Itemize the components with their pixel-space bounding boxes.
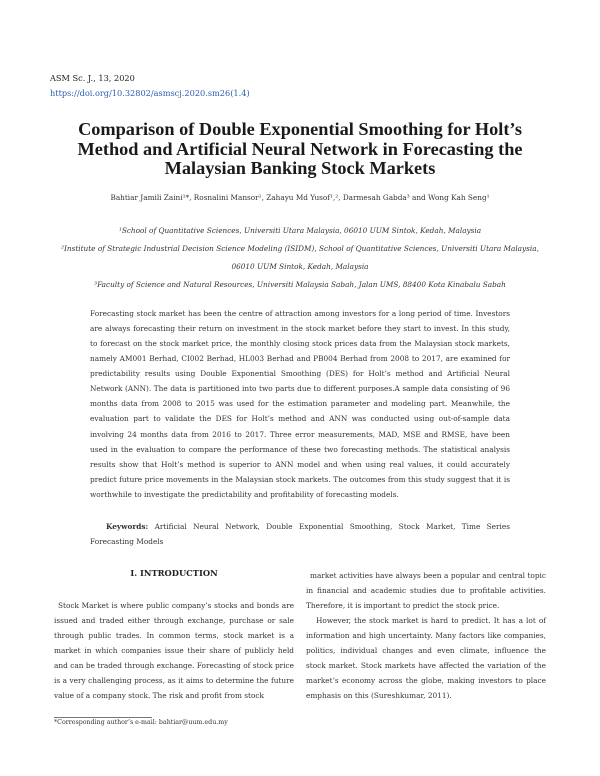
intro-paragraph-right-1: market activities have always been a popular and central topic in financial and academic studies due to profitable activities. Therefore, it is important to predict the stock price. bbox=[306, 571, 546, 611]
author-list: Bahtiar Jamili Zaini¹*, Rosnalini Mansor¹, Zahayu Md Yusof¹,², Darmesah Gabda³ and Wong Kah Seng¹ bbox=[110, 193, 490, 202]
journal-citation: ASM Sc. J., 13, 2020 bbox=[50, 73, 135, 83]
intro-paragraph-right-2: However, the stock market is hard to predict. It has a lot of information and high uncertainty. Many factors like companies, politics, individual changes and even climate, influence the stock market. Stock markets have affected the variation of the market’s economy across the globe, making investors to place emphasis on this (Sureshkumar, 2011). bbox=[306, 616, 546, 701]
footnote: *Corresponding author’s e-mail: bahtiar@uum.edu.my bbox=[54, 719, 228, 726]
doi-link[interactable]: https://doi.org/10.32802/asmscj.2020.sm26(1.4) bbox=[50, 88, 250, 98]
paper-title: Comparison of Double Exponential Smoothing for Holt’s Method and Artificial Neural Network in Forecasting the Malaysian Banking Stock Markets bbox=[77, 119, 523, 178]
abstract: Forecasting stock market has been the centre of attraction among investors for a long period of time. Investors are always forecasting their return on investment in the stock market before they start to invest. In this study, to forecast on the stock market price, the monthly closing stock prices data from the Malaysian stock markets, namely AM001 Berhad, CI002 Berhad, HL003 Berhad and PB004 Berhad from 2008 to 2017, are examined for predictability results using Double Exponential Smoothing (DES) for Holt’s method and Artificial Neural Network (ANN). The data is partitioned into two parts due to different purposes.A sample data consisting of 96 months data from 2008 to 2015 was used for the estimation parameter and modeling part. Meanwhile, the evaluation part to validate the DES for Holt’s method and ANN was conducted using out-of-sample data involving 24 months data from 2016 to 2017. Three error measurements, MAD, MSE and RMSE, have been used in the evaluation to compare the performance of these two forecasting methods. The statistical analysis results show that Holt’s method is superior to ANN model and when using real values, it could accurately predict future price movements in the Malaysian stock markets. The outcomes from this study suggest that it is worthwhile to investigate the predictability and profitability of forecasting models. bbox=[90, 309, 510, 499]
intro-paragraph-left: Stock Market is where public company’s stocks and bonds are issued and traded either through exchange, purchase or sale through public trades. In common terms, stock market is a market in which companies issue their share of publicly held and can be traded through exchange. Forecasting of stock price is a very challenging process, as it aims to determine the future value of a company stock. The risk and profit from stock bbox=[54, 601, 294, 701]
affiliation-1: ¹School of Quantitative Sciences, Universiti Utara Malaysia, 06010 UUM Sintok, Kedah, Malaysia bbox=[118, 226, 482, 235]
footnote-divider bbox=[54, 717, 152, 718]
keywords bbox=[90, 519, 510, 549]
section-heading: I. INTRODUCTION bbox=[130, 568, 218, 578]
affiliation-2: ²Institute of Strategic Industrial Decision Science Modeling (ISIDM), School of Quantitative Sciences, Universiti Utara Malaysia, 06010 UUM Sintok, Kedah, Malaysia bbox=[61, 244, 539, 271]
keywords-label: Keywords: bbox=[106, 522, 149, 531]
affiliation-3: ³Faculty of Science and Natural Resources, Universiti Malaysia Sabah, Jalan UMS, 88400 Kota Kinabalu Sabah bbox=[94, 280, 506, 289]
keywords-text: Artificial Neural Network, Double Exponential Smoothing, Stock Market, Time Series Forecasting Models bbox=[90, 522, 510, 547]
